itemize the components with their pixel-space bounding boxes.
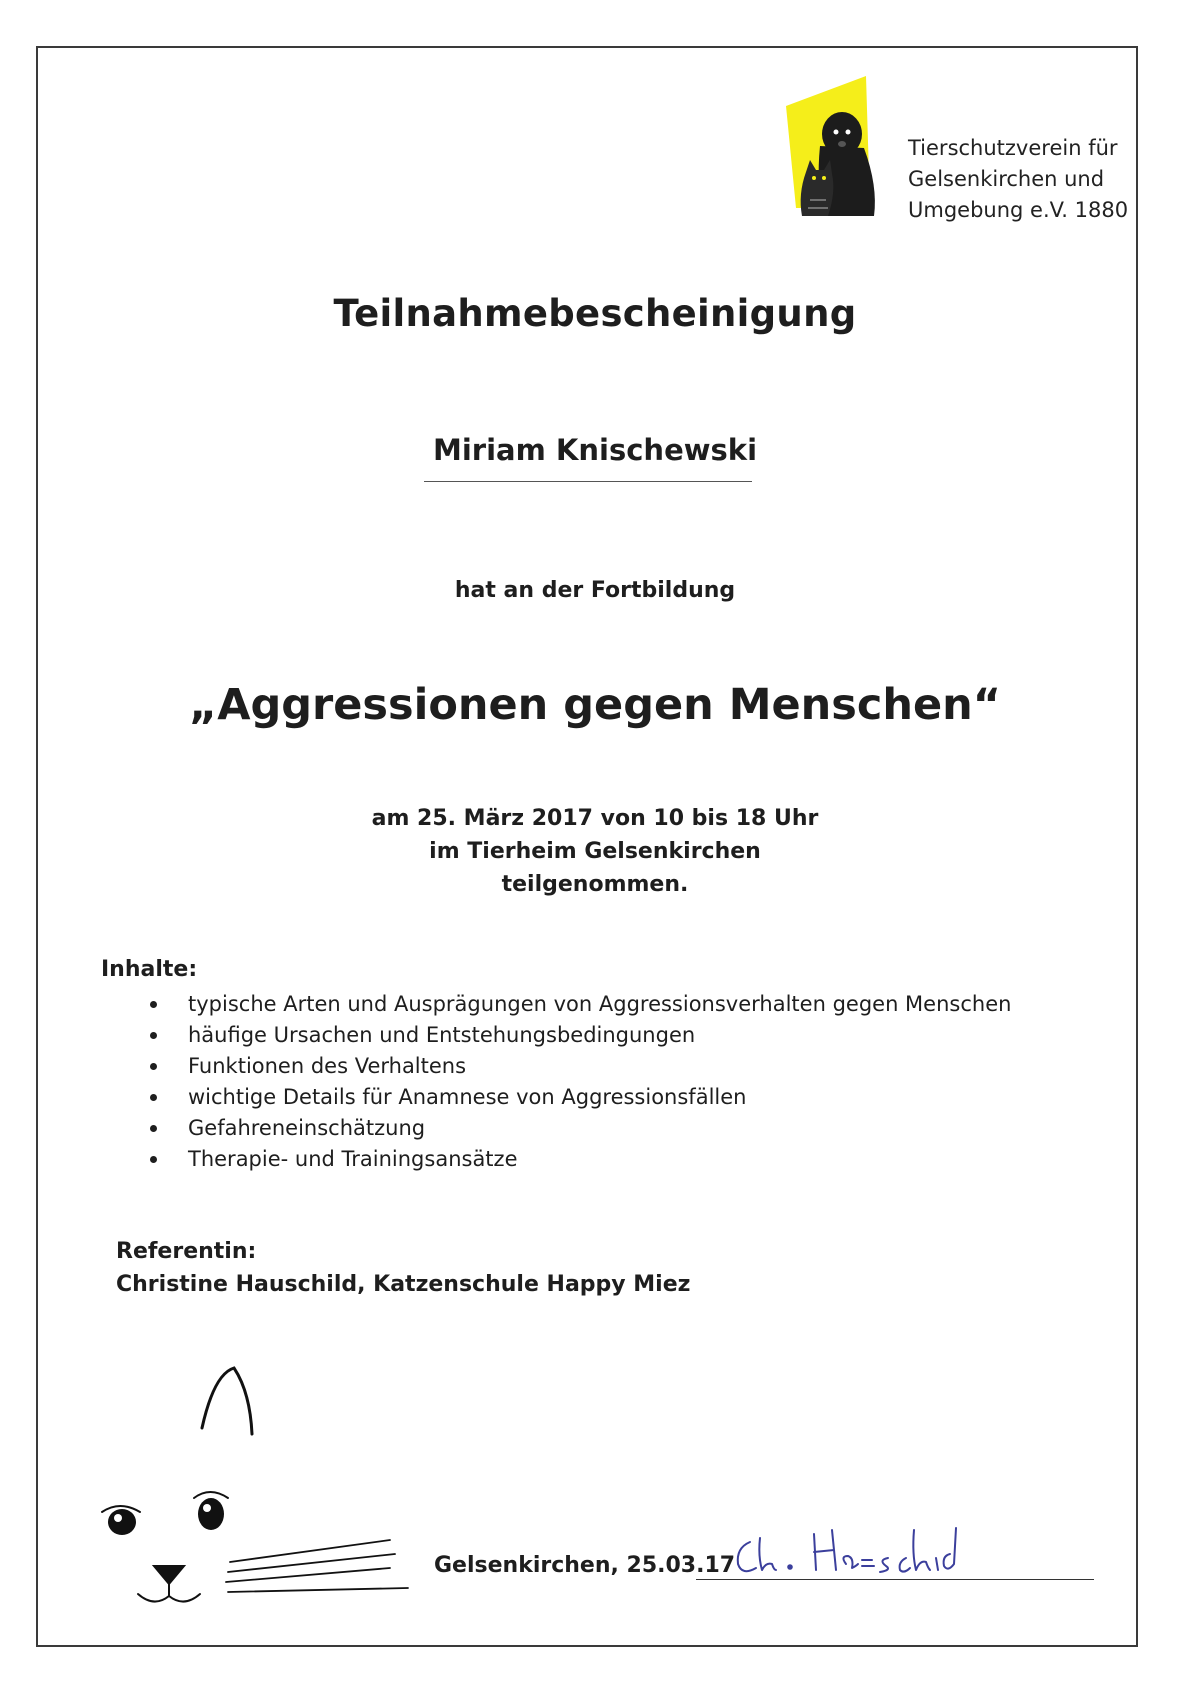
certificate-title: Teilnahmebescheinigung <box>333 292 857 335</box>
list-item: Gefahreneinschätzung <box>145 1113 1011 1144</box>
course-completion: teilgenommen. <box>501 872 689 897</box>
organization-line: Gelsenkirchen und <box>908 167 1105 191</box>
handwritten-signature <box>730 1520 960 1582</box>
speaker-name: Christine Hauschild, Katzenschule Happy Miez <box>116 1272 691 1297</box>
list-item: typische Arten und Ausprägungen von Aggressionsverhalten gegen Menschen <box>145 989 1011 1020</box>
speaker-label: Referentin: <box>116 1239 257 1264</box>
contents-list <box>145 989 1011 1175</box>
participant-name: Miriam Knischewski <box>432 433 758 467</box>
course-details <box>0 802 1190 901</box>
course-date: am 25. März 2017 von 10 bis 18 Uhr <box>371 806 819 831</box>
organization-name <box>908 133 1128 226</box>
list-item: Funktionen des Verhaltens <box>145 1051 1011 1082</box>
list-item: häufige Ursachen und Entstehungsbedingungen <box>145 1020 1011 1051</box>
course-title: „Aggressionen gegen Menschen“ <box>188 680 1002 730</box>
contents-label: Inhalte: <box>101 957 198 982</box>
cat-face-illustration <box>90 1362 420 1618</box>
course-location: im Tierheim Gelsenkirchen <box>429 839 761 864</box>
list-item: Therapie- und Trainingsansätze <box>145 1144 1011 1175</box>
organization-line: Tierschutzverein für <box>908 136 1118 160</box>
participant-underline <box>424 481 752 482</box>
intro-text: hat an der Fortbildung <box>454 578 736 603</box>
place-and-date: Gelsenkirchen, 25.03.17 <box>434 1553 736 1578</box>
dog-and-cat-logo <box>786 76 882 226</box>
list-item: wichtige Details für Anamnese von Aggressionsfällen <box>145 1082 1011 1113</box>
organization-line: Umgebung e.V. 1880 <box>908 198 1129 222</box>
